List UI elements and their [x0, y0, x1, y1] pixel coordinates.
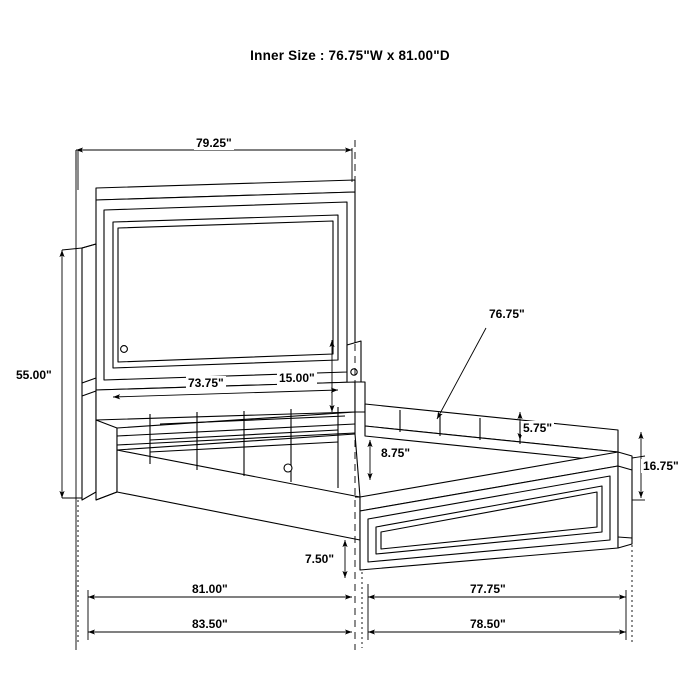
dim-bed-length-outer: 83.50"	[192, 617, 228, 631]
dim-side-rail-length: 76.75"	[489, 307, 525, 321]
dim-rail-height: 8.75"	[381, 446, 411, 460]
dim-footboard-height: 16.75"	[643, 459, 679, 473]
dim-headboard-to-rail: 15.00"	[279, 371, 315, 385]
dim-bed-length-inner: 81.00"	[192, 582, 228, 596]
dim-overall-height: 55.00"	[16, 368, 52, 382]
dim-footboard-bottom: 7.50"	[305, 552, 335, 566]
dim-side-length-inner: 77.75"	[470, 582, 506, 596]
dim-headboard-panel-width: 73.75"	[188, 376, 224, 390]
dim-rail-thickness: 5.75"	[523, 421, 553, 435]
dim-side-length-outer: 78.50"	[470, 617, 506, 631]
page-title: Inner Size : 76.75"W x 81.00"D	[250, 48, 450, 63]
dim-headboard-width: 79.25"	[196, 136, 232, 150]
